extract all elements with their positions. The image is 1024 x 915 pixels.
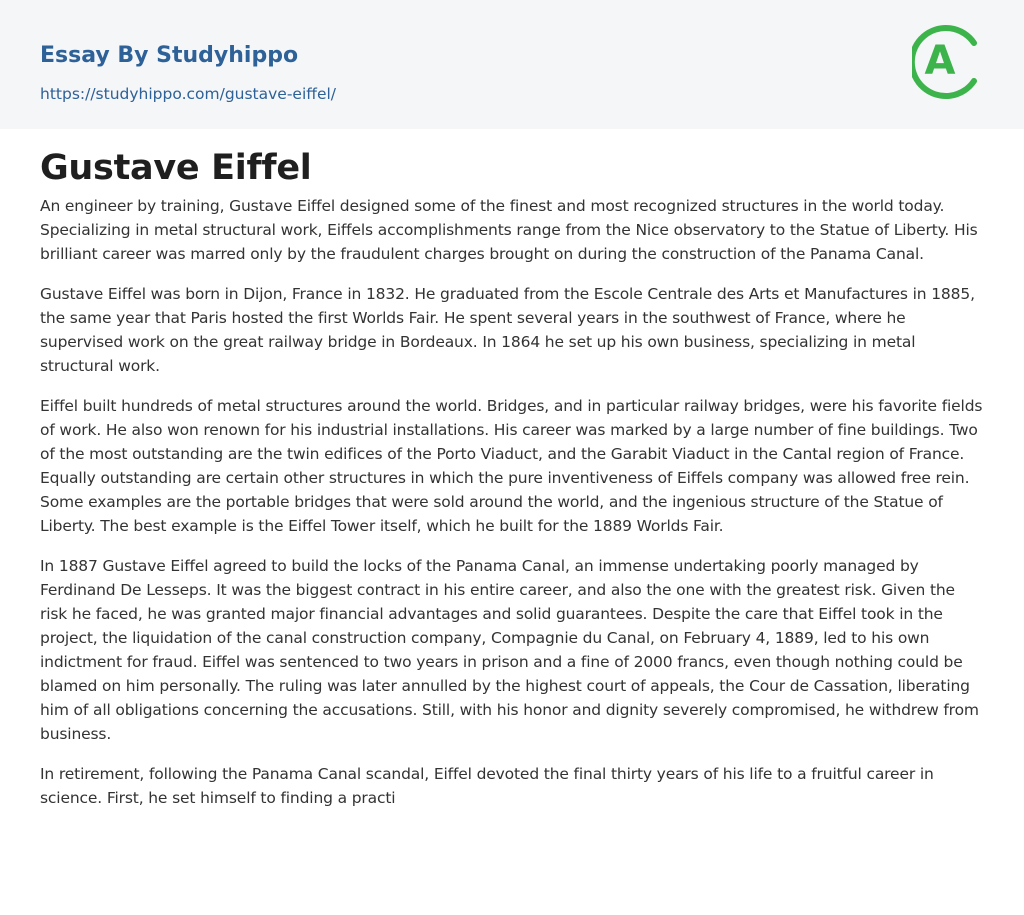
paragraph: In 1887 Gustave Eiffel agreed to build the locks of the Panama Canal, an immense undertaking poorly managed by Ferdinand De Lesseps. It was the biggest contract in his entire career, and also the one with the greatest risk. Given the risk he faced, he was granted major financial advantages and solid guarantees. Despite the care that Eiffel took in the project, the liquidation of the canal construction company, Compagnie du Canal, on February 4, 1889, led to his own indictment for fraud. Eiffel was sentenced to two years in prison and a fine of 2000 francs, even though nothing could be blamed on him personally. The ruling was later annulled by the highest court of appeals, the Cour de Cassation, liberating him of all obligations concerning the accusations. Still, with his honor and dignity severely compromised, he withdrew from business. bbox=[40, 557, 979, 743]
logo-letter: A bbox=[924, 38, 956, 84]
article bbox=[40, 129, 984, 826]
paragraph: Eiffel built hundreds of metal structures around the world. Bridges, and in particular railway bridges, were his favorite fields of work. He also won renown for his industrial installations. His career was marked by a large number of fine buildings. Two of the most outstanding are the twin edifices of the Porto Viaduct, and the Garabit Viaduct in the Cantal region of France. Equally outstanding are certain other structures in which the pure inventiveness of Eiffels company was allowed free rein. Some examples are the portable bridges that were sold around the world, and the ingenious structure of the Statue of Liberty. The best example is the Eiffel Tower itself, which he built for the 1889 Worlds Fair. bbox=[40, 397, 983, 535]
page-header bbox=[0, 0, 1024, 129]
studyhippo-logo-icon[interactable] bbox=[912, 18, 986, 106]
source-url-link[interactable]: https://studyhippo.com/gustave-eiffel/ bbox=[40, 85, 337, 103]
paragraph: Gustave Eiffel was born in Dijon, France in 1832. He graduated from the Escole Centrale des Arts et Manufactures in 1885, the same year that Paris hosted the first Worlds Fair. He spent several years in the southwest of France, where he supervised work on the great railway bridge in Bordeaux. In 1864 he set up his own business, specializing in metal structural work. bbox=[40, 285, 975, 375]
paragraph: In retirement, following the Panama Canal scandal, Eiffel devoted the final thirty years of his life to a fruitful career in science. First, he set himself to finding a practi bbox=[40, 765, 934, 807]
brand-title: Essay By Studyhippo bbox=[40, 43, 299, 68]
page-title: Gustave Eiffel bbox=[40, 148, 312, 188]
paragraph: An engineer by training, Gustave Eiffel designed some of the finest and most recognized structures in the world today. Specializing in metal structural work, Eiffels accomplishments range from the Nice observatory to the Statue of Liberty. His brilliant career was marred only by the fraudulent charges brought on during the construction of the Panama Canal. bbox=[40, 197, 978, 263]
